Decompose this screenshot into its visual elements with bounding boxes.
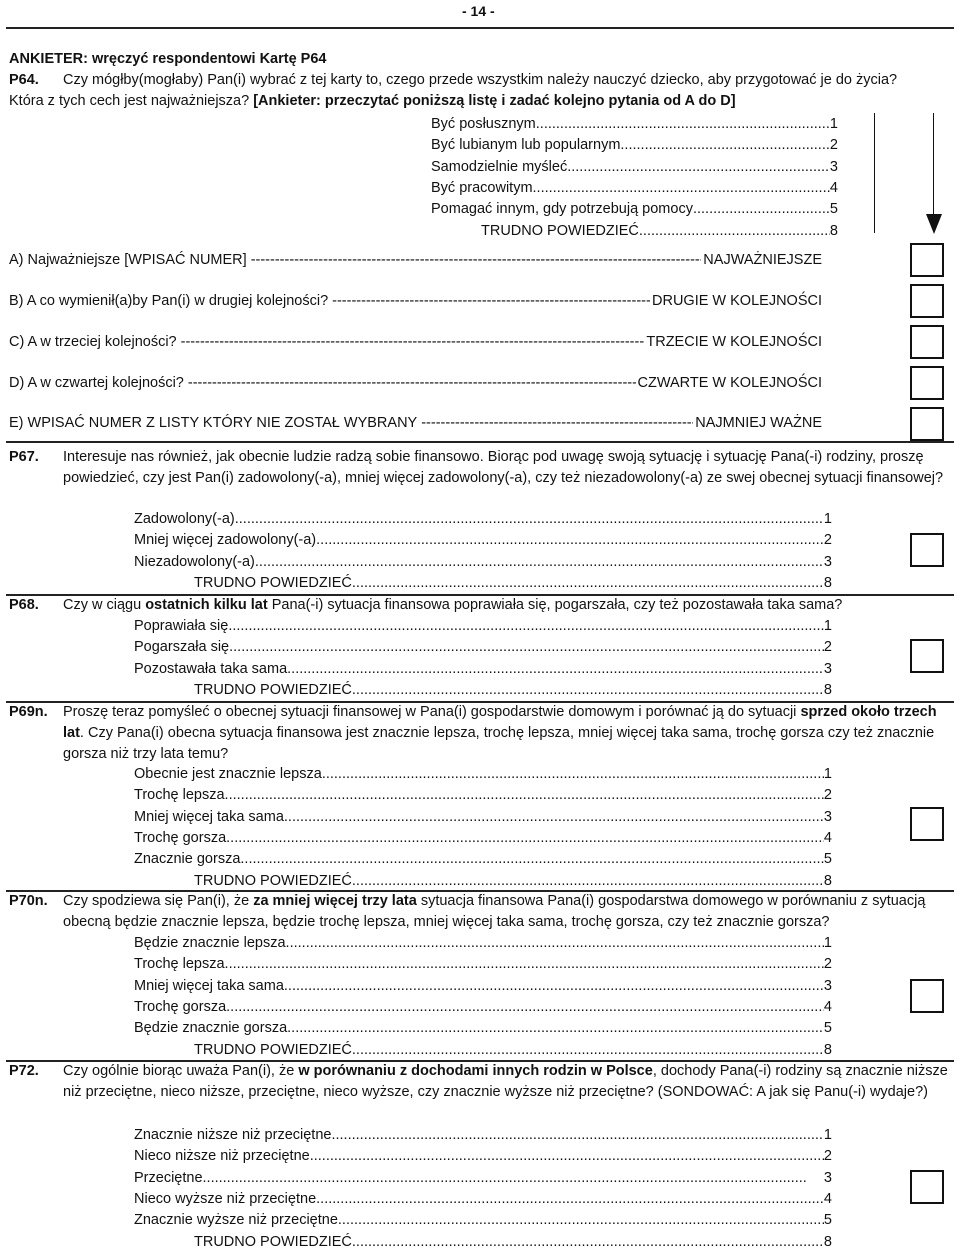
answer-option-label: Pogarszała się: [134, 639, 230, 656]
answer-box-p67[interactable]: [910, 533, 944, 567]
question-text-p68-bold: ostatnich kilku lat: [145, 597, 268, 613]
answer-option[interactable]: [134, 1000, 832, 1015]
answer-option-label: Być posłusznym: [431, 116, 536, 132]
answer-option[interactable]: [134, 1171, 832, 1186]
leader-dots: [287, 662, 824, 677]
question-text-p69-b: . Czy Pana(i) obecna sytuacja finansowa jest znacznie lepsza, trochę lepsza, mniej więcej taka sama, trochę gorsza czy też znacznie gorsza niż trzy lata temu?: [63, 725, 935, 762]
ranking-row-target: NAJMNIEJ WAŻNE: [695, 415, 822, 431]
answer-option-label: TRUDNO POWIEDZIEĆ: [194, 681, 352, 698]
leader-dots: [693, 202, 830, 217]
question-text-p64-line2: [9, 94, 736, 109]
ranking-answer-box[interactable]: [910, 366, 944, 400]
header-rule: [6, 27, 954, 29]
leader-dots: [316, 533, 824, 548]
question-text-p72-bold: w porównaniu z dochodami innych rodzin w Polsce: [298, 1063, 653, 1079]
answer-option-label: TRUDNO POWIEDZIEĆ: [481, 222, 639, 239]
answer-option-label: Poprawiała się: [134, 618, 229, 634]
question-text-p72-a: Czy ogólnie biorąc uważa Pan(i), że: [63, 1063, 299, 1079]
answer-option-code: 4: [829, 179, 838, 196]
answer-option-label: Znacznie wyższe niż przeciętne: [134, 1212, 338, 1229]
answer-option-code: 8: [829, 222, 838, 239]
ranking-row: [9, 416, 822, 431]
answer-option-label: Trochę lepsza: [134, 956, 225, 973]
leader-dots: [284, 979, 824, 994]
answer-option-label: TRUDNO POWIEDZIEĆ: [194, 574, 352, 591]
answer-option-code: 5: [823, 1212, 832, 1229]
ranking-row-label: E) WPISAĆ NUMER Z LISTY KTÓRY NIE ZOSTAŁ WYBRANY: [9, 415, 418, 431]
question-text-p72-b: , dochody Pana(-i) rodziny są znacznie niższe niż przeciętne, nieco niższe, przeciętne, nieco wyższe, czy znacznie wyższe niż przeciętne? (SONDOWAĆ: A jak się Panu(-i) wydaje?): [63, 1063, 948, 1100]
page-number: - 14 -: [462, 3, 495, 19]
answer-option[interactable]: [134, 767, 832, 782]
question-text-p64-plain: Która z tych cech jest najważniejsza?: [9, 93, 250, 109]
question-text-p72: [63, 1061, 948, 1103]
answer-option[interactable]: [134, 662, 832, 677]
answer-option[interactable]: [431, 117, 838, 132]
question-text-p68-a: Czy w ciągu: [63, 597, 146, 613]
answer-option-label: Będzie znacznie gorsza: [134, 1020, 288, 1037]
question-text-p70-bold: za mniej więcej trzy lata: [253, 893, 417, 909]
answer-option-code: 2: [829, 137, 838, 154]
answer-option-code: 1: [823, 1127, 832, 1143]
leader-dots: [567, 160, 830, 175]
answer-option[interactable]: [134, 788, 832, 803]
answer-option-label: Pozostawała taka sama: [134, 660, 288, 677]
question-number-p69: P69n.: [9, 704, 48, 720]
leader-dots: [639, 224, 830, 239]
ranking-row: [9, 253, 822, 268]
answer-option-code: 2: [823, 532, 832, 549]
leader-dots: [338, 1213, 824, 1228]
answer-option-code: 8: [823, 1041, 832, 1058]
arrow-shaft: [933, 113, 934, 215]
arrow-line: [874, 113, 875, 233]
leader-dots: [228, 619, 824, 634]
ranking-row: [9, 335, 822, 350]
question-text-p69: [63, 702, 948, 765]
answer-option-code: 4: [823, 1190, 832, 1207]
answer-option[interactable]: [134, 936, 832, 951]
ranking-answer-box[interactable]: [910, 325, 944, 359]
leader-dots: [352, 1043, 824, 1058]
leader-dots: [536, 117, 830, 132]
answer-option[interactable]: [134, 555, 832, 570]
leader-dots: [255, 555, 824, 570]
ranking-row-label: B) A co wymienił(a)by Pan(i) w drugiej kolejności?: [9, 293, 329, 309]
ranking-answer-box[interactable]: [910, 284, 944, 318]
ranking-row-label: D) A w czwartej kolejności?: [9, 375, 184, 391]
answer-option-label: Mniej więcej taka sama: [134, 808, 284, 825]
answer-option-label: Będzie znacznie lepsza: [134, 935, 286, 951]
leader-dots: [352, 576, 824, 591]
leader-dots: [226, 1000, 824, 1015]
answer-option[interactable]: [134, 852, 832, 867]
question-text-p68: [63, 595, 948, 616]
leader-dots: [331, 1128, 823, 1143]
answer-option[interactable]: [134, 1235, 832, 1250]
ranking-answer-box[interactable]: [910, 243, 944, 277]
answer-option[interactable]: [134, 683, 832, 698]
arrow-down-icon: [926, 214, 942, 234]
answer-option-code: 3: [823, 553, 832, 570]
question-number-p64: P64.: [9, 72, 39, 88]
answer-option-code: 3: [823, 808, 832, 825]
answer-option-code: 2: [823, 956, 832, 973]
ranking-row-label: C) A w trzeciej kolejności?: [9, 334, 177, 350]
answer-option[interactable]: [134, 1149, 832, 1164]
answer-option-code: 4: [823, 829, 832, 846]
answer-option-label: Przeciętne: [134, 1169, 203, 1186]
answer-option-code: 1: [823, 618, 832, 634]
answer-option-code: 3: [823, 977, 832, 994]
answer-option-label: TRUDNO POWIEDZIEĆ: [194, 1041, 352, 1058]
answer-option[interactable]: [134, 810, 832, 825]
answer-option[interactable]: [134, 619, 832, 634]
answer-option[interactable]: [134, 1213, 832, 1228]
answer-option[interactable]: [134, 957, 832, 972]
ranking-row-target: NAJWAŻNIEJSZE: [703, 252, 822, 268]
dash-leader: [188, 376, 636, 391]
answer-option-code: 1: [823, 935, 832, 951]
answer-option[interactable]: [431, 160, 838, 175]
ranking-answer-box[interactable]: [910, 407, 944, 441]
leader-dots: [225, 957, 824, 972]
answer-option-code: 3: [823, 1169, 832, 1186]
answer-option-code: 5: [829, 201, 838, 218]
answer-option-code: 1: [823, 511, 832, 527]
ranking-row-target: TRZECIE W KOLEJNOŚCI: [646, 334, 822, 350]
interviewer-note-p64: [Ankieter: przeczytać poniższą listę i zadać kolejno pytania od A do D]: [253, 93, 736, 109]
answer-option-label: Znacznie niższe niż przeciętne: [134, 1127, 332, 1143]
answer-option-code: 8: [823, 574, 832, 591]
answer-option-label: Zadowolony(-a): [134, 511, 235, 527]
answer-option-code: 5: [823, 851, 832, 868]
answer-option[interactable]: [431, 181, 838, 196]
answer-option-code: 5: [823, 1020, 832, 1037]
question-number-p72: P72.: [9, 1063, 39, 1079]
leader-dots: [240, 852, 824, 867]
answer-option-code: 8: [823, 872, 832, 889]
answer-option[interactable]: [134, 979, 832, 994]
answer-option-code: 8: [823, 681, 832, 698]
question-text-p69-a: Proszę teraz pomyśleć o obecnej sytuacji finansowej w Pana(i) gospodarstwie domowym i porównać ją do sytuacji: [63, 704, 801, 720]
answer-option-label: Być pracowitym: [431, 179, 533, 196]
answer-option[interactable]: [134, 512, 832, 527]
interviewer-instruction: ANKIETER: wręczyć respondentowi Kartę P64: [9, 51, 327, 67]
answer-option-label: Znacznie gorsza: [134, 851, 241, 868]
answer-option[interactable]: [134, 576, 832, 591]
answer-option-label: Nieco niższe niż przeciętne: [134, 1148, 310, 1165]
question-number-p67: P67.: [9, 449, 39, 465]
question-text-p70-a: Czy spodziewa się Pan(i), że: [63, 893, 254, 909]
leader-dots: [352, 1235, 824, 1250]
question-text-p64: Czy mógłby(mogłaby) Pan(i) wybrać z tej karty to, czego przede wszystkim należy nauczyć dziecko, aby przygotować je do życia?: [63, 72, 898, 88]
question-text-p68-b: Pana(-i) sytuacja finansowa poprawiała się, pogarszała, czy też pozostawała taka sama?: [267, 597, 843, 613]
answer-box-p68[interactable]: [910, 639, 944, 673]
leader-dots: [229, 640, 824, 655]
answer-option[interactable]: [134, 874, 832, 889]
answer-option-code: 2: [823, 639, 832, 656]
leader-dots: [235, 512, 824, 527]
leader-dots: [352, 683, 824, 698]
leader-dots: [286, 936, 824, 951]
answer-option[interactable]: [134, 1128, 832, 1143]
answer-option-label: Pomagać innym, gdy potrzebują pomocy: [431, 201, 693, 218]
answer-option-label: Trochę gorsza: [134, 829, 227, 846]
leader-dots: [203, 1171, 824, 1186]
answer-box-p72[interactable]: [910, 1170, 944, 1204]
ranking-row: [9, 294, 822, 309]
answer-option[interactable]: [134, 831, 832, 846]
answer-option-code: 2: [823, 787, 832, 804]
leader-dots: [352, 874, 824, 889]
answer-option-code: 1: [823, 766, 832, 782]
question-text-p70-b: sytuacja finansowa Pana(i) gospodarstwa domowego w porównaniu z sytuacją obecną będzie znacznie lepsza, będzie trochę lepsza, mniej więcej taka sama, trochę gorsza, czy też znacznie gorsza?: [63, 893, 926, 930]
answer-option-label: Mniej więcej taka sama: [134, 977, 284, 994]
leader-dots: [310, 1149, 824, 1164]
ranking-row-target: CZWARTE W KOLEJNOŚCI: [637, 375, 822, 391]
answer-option-label: Trochę lepsza: [134, 787, 225, 804]
leader-dots: [284, 810, 824, 825]
answer-option[interactable]: [431, 202, 838, 217]
leader-dots: [225, 788, 824, 803]
leader-dots: [620, 138, 830, 153]
leader-dots: [322, 767, 824, 782]
answer-option-code: 4: [823, 998, 832, 1015]
section-rule-p64: [6, 441, 954, 443]
answer-box-p69[interactable]: [910, 807, 944, 841]
question-text-p70: [63, 891, 948, 933]
answer-option-label: Mniej więcej zadowolony(-a): [134, 532, 317, 549]
answer-option[interactable]: [134, 1021, 832, 1036]
answer-option-label: Trochę gorsza: [134, 998, 227, 1015]
answer-option[interactable]: [134, 640, 832, 655]
ranking-row-label: A) Najważniejsze [WPISAĆ NUMER]: [9, 252, 247, 268]
leader-dots: [226, 831, 824, 846]
answer-option-label: Samodzielnie myśleć: [431, 158, 568, 175]
dash-leader: [421, 416, 693, 431]
answer-option[interactable]: [431, 138, 838, 153]
answer-option[interactable]: [134, 1043, 832, 1058]
answer-option-label: TRUDNO POWIEDZIEĆ: [194, 1233, 352, 1250]
answer-box-p70[interactable]: [910, 979, 944, 1013]
answer-option[interactable]: [431, 224, 838, 239]
dash-leader: [251, 253, 702, 268]
answer-option-label: Nieco wyższe niż przeciętne: [134, 1190, 317, 1207]
ranking-row: [9, 376, 822, 391]
answer-option-code: 2: [823, 1148, 832, 1165]
answer-option[interactable]: [134, 533, 832, 548]
answer-option-code: 8: [823, 1233, 832, 1250]
question-text-p69-bold: sprzed około trzech lat: [63, 704, 937, 741]
leader-dots: [533, 181, 830, 196]
answer-option-label: Być lubianym lub popularnym: [431, 137, 621, 154]
answer-option[interactable]: [134, 1192, 832, 1207]
question-text-p67: Interesuje nas również, jak obecnie ludzie radzą sobie finansowo. Biorąc pod uwagę swoją sytuację i sytuację Pana(-i) rodziny, proszę powiedzieć, czy jest Pan(i) zadowolony(-a), mniej więcej zadowolony(-a), czy też niezadowolony(-a) ze swej obecnej sytuacji finansowej?: [63, 449, 944, 486]
dash-leader: [332, 294, 650, 309]
answer-option-code: 1: [829, 116, 838, 132]
answer-option-label: Obecnie jest znacznie lepsza: [134, 766, 322, 782]
question-number-p68: P68.: [9, 597, 39, 613]
ranking-row-target: DRUGIE W KOLEJNOŚCI: [652, 293, 822, 309]
leader-dots: [316, 1192, 824, 1207]
leader-dots: [287, 1021, 824, 1036]
answer-option-code: 3: [829, 158, 838, 175]
answer-option-label: Niezadowolony(-a): [134, 553, 255, 570]
dash-leader: [181, 335, 645, 350]
question-number-p70: P70n.: [9, 893, 48, 909]
answer-option-code: 3: [823, 660, 832, 677]
answer-option-label: TRUDNO POWIEDZIEĆ: [194, 872, 352, 889]
